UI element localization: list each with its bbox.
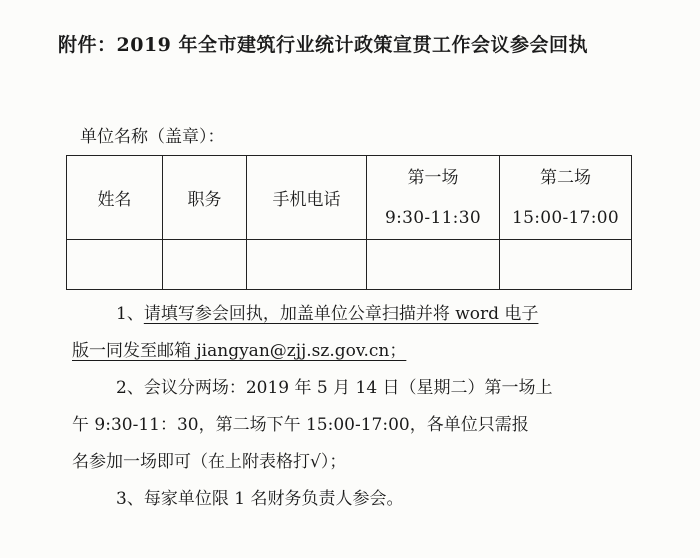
session-1-time: 9:30-11:30 [385,207,481,228]
note-2-line-1: 2、会议分两场：2019 年 5 月 14 日（星期二）第一场上 [116,378,553,398]
cell-phone[interactable] [247,240,367,290]
session-1-name: 第一场 [407,167,459,188]
registration-table [66,155,632,290]
header-position: 职务 [163,156,247,240]
note-1-line-2 [72,333,632,370]
session-2-time: 15:00-17:00 [511,207,620,228]
note-3-line-1: 3、每家单位限 1 名财务负责人参会。 [116,489,404,509]
unit-name-label: 单位名称（盖章）： [80,127,225,147]
header-session-2 [500,156,632,240]
cell-position[interactable] [163,240,247,290]
table-header-row [67,156,632,240]
header-phone: 手机电话 [247,156,367,240]
notes-section [72,296,632,518]
note-1-text-1: 请填写参会回执，加盖单位公章扫描并将 word 电子 [143,304,539,324]
cell-session-1[interactable] [367,240,500,290]
session-2-name: 第二场 [540,167,591,188]
document-title: 附件：2019 年全市建筑行业统计政策宣贯工作会议参会回执 [58,34,588,56]
header-session-1 [367,156,500,240]
cell-session-2[interactable] [500,240,632,290]
note-1-number: 1、 [116,304,144,324]
cell-name[interactable] [67,240,163,290]
note-1-line-1 [72,296,632,333]
table-row [67,240,632,290]
header-name: 姓名 [67,156,163,240]
note-2-line-2: 午 9:30-11：30，第二场下午 15:00-17:00，各单位只需报 [72,415,529,435]
note-2-line-3: 名参加一场即可（在上附表格打√）； [72,452,347,472]
note-1-text-2: 版一同发至邮箱 jiangyan@zjj.sz.gov.cn； [72,341,407,361]
